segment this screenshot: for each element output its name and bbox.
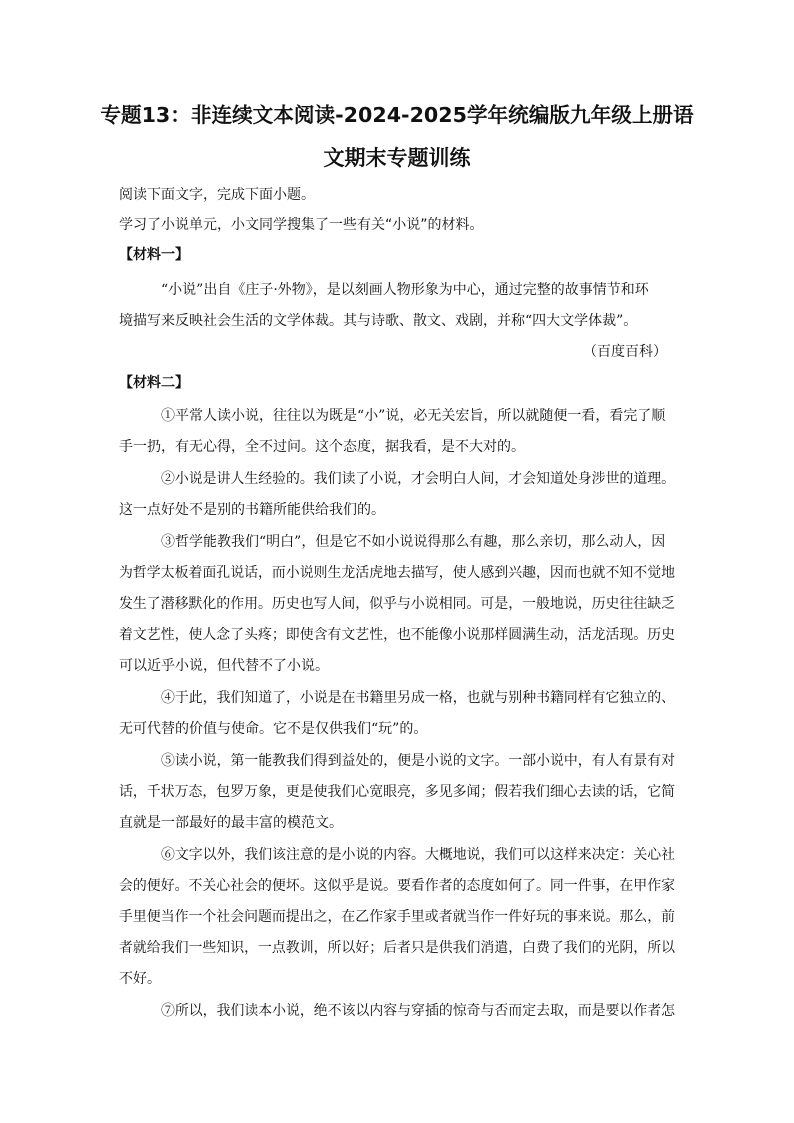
material-2-label: 【材料二】 <box>119 375 189 391</box>
material-1-line: “小说”出自《庄子·外物》，是以刻画人物形象为中心，通过完整的故事情节和环 <box>161 282 649 298</box>
paragraph-line: ⑦所以，我们读本小说，绝不该以内容与穿插的惊奇与否而定去取，而是要以作者怎 <box>161 1003 675 1019</box>
paragraph-line: 可以近乎小说，但代替不了小说。 <box>119 658 329 674</box>
paragraph-line: 为哲学太板着面孔说话，而小说则生龙活虎地去描写，使人感到兴趣，因而也就不知不觉地 <box>119 565 675 581</box>
paragraph-line: 者就给我们一些知识，一点教训，所以好；后者只是供我们消遣，白费了我们的光阴，所以 <box>119 940 675 956</box>
material-1-label: 【材料一】 <box>119 247 189 263</box>
material-1-source: （百度百科） <box>583 344 667 360</box>
paragraph-line: ③哲学能教我们“明白”，但是它不如小说说得那么有趣，那么亲切，那么动人，因 <box>161 534 666 550</box>
paragraph-line: ⑥文字以外，我们该注意的是小说的内容。大概地说，我们可以这样来决定：关心社 <box>161 847 675 863</box>
intro-line: 学习了小说单元，小文同学搜集了一些有关“小说”的材料。 <box>119 217 484 233</box>
paragraph-line: 这一点好处不是别的书籍所能供给我们的。 <box>119 502 385 518</box>
paragraph-line: 着文艺性，使人念了头疼；即使含有文艺性，也不能像小说那样圆满生动，活龙活现。历史 <box>119 627 675 643</box>
paragraph-line: ⑤读小说，第一能教我们得到益处的，便是小说的文字。一部小说中，有人有景有对 <box>161 753 675 769</box>
paragraph-line: 无可代替的价值与使命。它不是仅供我们“玩”的。 <box>119 721 428 737</box>
paragraph-line: 手里便当作一个社会问题而提出之，在乙作家手里或者就当作一件好玩的事来说。那么，前 <box>119 909 675 925</box>
paragraph-line: 直就是一部最好的最丰富的模范文。 <box>119 815 343 831</box>
paragraph-line: 发生了潜移默化的作用。历史也写人间，似乎与小说相同。可是，一般地说，历史往往缺乏 <box>119 596 675 612</box>
paragraph-line: 话，千状万态，包罗万象，更是使我们心宽眼亮，多见多闻；假若我们细心去读的话，它简 <box>119 784 675 800</box>
material-1-line: 境描写来反映社会生活的文学体裁。其与诗歌、散文、戏剧，并称“四大文学体裁”。 <box>119 313 638 329</box>
paragraph-line: ④于此，我们知道了，小说是在书籍里另成一格，也就与别种书籍同样有它独立的、 <box>161 690 675 706</box>
paragraph-line: ②小说是讲人生经验的。我们读了小说，才会明白人间，才会知道处身涉世的道理。 <box>161 471 675 487</box>
paragraph-line: ①平常人读小说，往往以为既是“小”说，必无关宏旨，所以就随便一看，看完了顺 <box>161 408 666 424</box>
paragraph-line: 会的便好。不关心社会的便坏。这似乎是说。要看作者的态度如何了。同一件事，在甲作家 <box>119 878 675 894</box>
document-title-line-1: 专题13：非连续文本阅读-2024-2025学年统编版九年级上册语 <box>100 103 694 127</box>
document-title-line-2: 文期末专题训练 <box>323 146 471 170</box>
paragraph-line: 手一扔，有无心得，全不过问。这个态度，据我看，是不大对的。 <box>119 439 525 455</box>
paragraph-line: 不好。 <box>119 971 161 987</box>
instruction-line: 阅读下面文字，完成下面小题。 <box>119 187 315 203</box>
